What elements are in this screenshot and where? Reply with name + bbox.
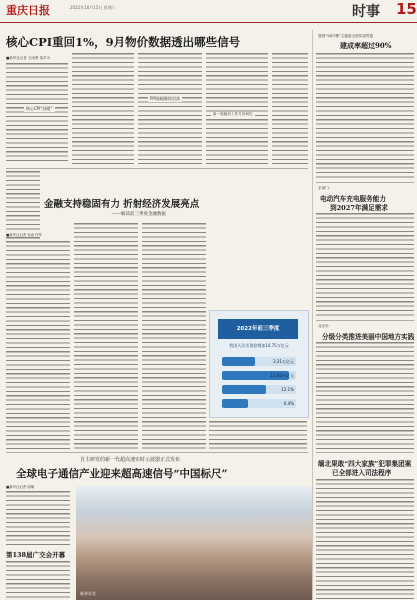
- subhead-ppi: PPI涨幅继续回落: [150, 96, 181, 101]
- body-text-cpi-col4: [206, 52, 268, 164]
- infographic-bar: [222, 357, 255, 366]
- headline-charging-b: 到2027年满足需求: [330, 204, 388, 212]
- infographic-title: 我国人民币贷款增加14.75万亿元: [229, 343, 289, 348]
- headline-cpi: 核心CPI重回1%，9月物价数据透出哪些信号: [6, 35, 241, 49]
- newspaper-logo: 重庆日报: [6, 4, 50, 17]
- subhead-stable-price: 新一轮稳价工作方向何在: [213, 112, 253, 116]
- body-text-cpi-col5: [272, 52, 308, 164]
- infographic-bar: [222, 399, 248, 408]
- headline-beautiful-china: 分级分类推进美丽中国地方实践: [322, 333, 415, 341]
- body-text-beautiful-china: [316, 341, 414, 449]
- infographic-row: [222, 399, 296, 408]
- section-divider: [316, 452, 414, 453]
- headline-fair: 第138届广交会开幕: [6, 551, 66, 559]
- subhead-finance: ——解读前三季度金融数据: [112, 212, 166, 217]
- infographic-row: [222, 371, 296, 380]
- body-text-finance-col4: [142, 222, 206, 450]
- issue-date: 2022年10月15日 星期六: [70, 5, 116, 10]
- headline-telecom: 全球电子通信产业迎来超高速信号“中国标尺”: [16, 468, 228, 480]
- kicker-beijing: 北京市：: [318, 324, 333, 328]
- infographic-row: [222, 385, 296, 394]
- infographic-row: [222, 357, 296, 366]
- infographic-value: 6.4%: [283, 401, 294, 406]
- headline-charging-a: 电动汽车充电服务能力: [320, 195, 386, 203]
- column-divider: [312, 30, 313, 600]
- canton-fair-photo: [76, 486, 312, 600]
- byline-cpi: ■新华社记者 王雨萧 邹多为: [6, 56, 51, 60]
- section-divider: [316, 320, 414, 321]
- body-text-finance-col3: [74, 222, 138, 450]
- kicker-charging: 多部门：: [318, 186, 333, 190]
- infographic-value: 3.31万亿元: [273, 359, 294, 364]
- section-divider: [316, 182, 414, 183]
- body-text-charging: [316, 212, 414, 318]
- infographic-banner: 2022年前三季度: [218, 319, 298, 339]
- byline-finance: ■新华社记者 吴雨 任军: [6, 233, 42, 237]
- body-text-cpi-col2: [72, 52, 134, 164]
- headline-myanmar-b: 已全部进入司法程序: [332, 469, 392, 477]
- body-text-finance-col2: [6, 240, 70, 450]
- section-divider: [6, 168, 308, 169]
- headline-highway: 建成率超过90%: [340, 41, 392, 50]
- infographic-value: 11.62万亿元: [270, 373, 294, 378]
- byline-telecom: ■新华社记者 周琳: [6, 485, 35, 489]
- kicker-telecom: 自主研发的新一代超高速实时示波器正式发布: [80, 457, 181, 463]
- body-text-cpi-col3: [138, 52, 202, 164]
- infographic-bar: [222, 385, 266, 394]
- loan-infographic: [209, 310, 309, 418]
- subhead-core-cpi: 核心CPI“回暖”: [26, 106, 53, 111]
- headline-finance: 金融支持稳固有力 折射经济发展亮点: [44, 199, 200, 210]
- photo-caption: 新华社发: [80, 591, 96, 596]
- section-divider: [6, 452, 308, 453]
- body-text-cpi-col1: [6, 62, 68, 164]
- body-text-finance-col5: [209, 420, 307, 450]
- body-text-myanmar: [316, 478, 414, 600]
- infographic-value: 12.1%: [281, 387, 294, 392]
- section-title: 时事: [352, 4, 380, 20]
- body-text-telecom: [6, 490, 70, 546]
- page-number: 15: [396, 0, 417, 18]
- body-text-highway: [316, 52, 414, 180]
- kicker-highway: 我国“5纵7横”主通道全面实现贯通: [318, 34, 374, 38]
- body-text-fair: [6, 560, 70, 600]
- headline-myanmar-a: 缅北果敢“四大家族”犯罪集团案: [318, 460, 412, 468]
